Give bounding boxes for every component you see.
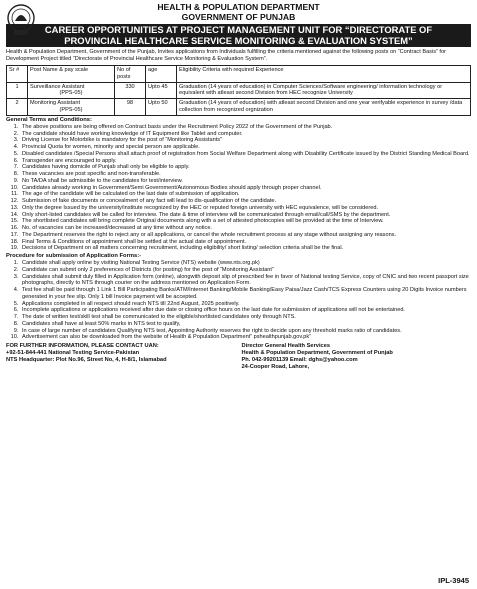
procedure-item: 3. Candidates shall submit duly filled in Application form (online), alongwith deposit slip of prescribed fee in favor of National testing Service, copy of CNIC and two recent passport size photographs, directly to NTS through courier on the address mentioned on Application Form. (20, 274, 471, 288)
table-header-row (7, 66, 471, 83)
cell-criteria: Graduation (14 years of education) in Computer Sciences/Software engineering/ information technology or equivalent with atleast second Division from HEC recognize University (177, 82, 471, 99)
dghs-phone-email: Ph. 042-99201139 Email: dghs@yahoo.com (241, 356, 358, 363)
general-term-item: 1. The above positions are being offered on Contract basis under the Recruitment Policy 2022 of the Government of the Punjab. (20, 124, 471, 131)
cell-sr: 2 (7, 99, 28, 116)
cell-post (28, 82, 115, 99)
procedure-item: 6. Incomplete applications or applications received after due date or closing office hours on the last date for submission of applications will not be entertained. (20, 307, 471, 314)
procedure-item: 1. Candidate shall apply online by visiting National Testing Service (NTS) website (www.nts.org.pk) (20, 260, 471, 267)
procedure-title: Procedure for submission of Application Forms:- (6, 253, 142, 260)
department-title: HEALTH & POPULATION DEPARTMENT (157, 2, 320, 12)
nts-contact (6, 343, 236, 371)
general-terms-list (6, 124, 471, 252)
procedure-list (6, 260, 471, 341)
general-term-item: 19. Decisions of Department on all matters concerning recruitment, including eligibility/ short listing/ selection criteria shall be the final. (20, 245, 471, 252)
ipl-code: IPL-3945 (438, 576, 469, 585)
procedure-item: 10. Advertisement can also be downloaded from the website of Health & Population Department” pshealthpunjab.gov.pk” (20, 334, 471, 341)
procedure-item: 7. The date of written test/skill test shall be communicated to the eligible/shortlisted candidates only through NTS. (20, 314, 471, 321)
career-banner (6, 24, 471, 47)
dghs-contact (236, 343, 472, 371)
general-term-item: 4. Provincial Quota for women, minority and special person are applicable. (20, 144, 471, 151)
procedure-item: 2. Candidate can submit only 2 preferences of Districts (for posting) for the post of “Monitoring Assistant” (20, 267, 471, 274)
cell-post (28, 99, 115, 116)
banner-line-2: PROVINCIAL HEALTHCARE SERVICE MONITORING & EVALUATION SYSTEM” (64, 34, 413, 46)
header-sr: Sr # (7, 66, 28, 83)
procedure-item: 5. Applications completed in all respect should reach NTS till 22nd August, 2025 positively. (20, 301, 471, 308)
header-eligibility: Eligibility Criteria with required Experience (177, 66, 471, 83)
general-term-item: 17. The Department reserves the right to reject any or all applications, or cancel the whole recruitment process at any stage without assigning any reasons. (20, 232, 471, 239)
post-scale: (PPS-05) (59, 106, 83, 113)
general-term-item: 9. No TA/DA shall be admissible to the candidates for test/interview. (20, 178, 471, 185)
intro-paragraph: Health & Population Department, Government of the Punjab, Invites applications from Individuals fulfilling the criteria mentioned against the following posts on “Contract Basis” for Development Project titled “Directorate of Provincial Healthcare Service Monitoring & Evaluation System”. (6, 49, 446, 62)
contact-footer (6, 343, 471, 371)
general-term-item: 6. Transgender are encouraged to apply. (20, 158, 471, 165)
general-term-item: 16. No. of vacancies can be increased/decreased at any time without any notice. (20, 225, 471, 232)
general-term-item: 5. Disabled candidates /Special Persons shall attach proof of registration from Social Welfare Department along with Disability Certificate issued by the District Standing Medical Board. (20, 151, 471, 158)
header-age: age (146, 66, 177, 83)
general-term-item: 11. The age of the candidate will be calculated on the last date of submission of application. (20, 191, 471, 198)
dghs-address: 24-Cooper Road, Lahore, (241, 363, 310, 370)
cell-age: Upto 50 (146, 99, 177, 116)
table-row (7, 82, 471, 99)
general-term-item: 8. These vacancies are post specific and non-transferable. (20, 171, 471, 178)
banner-line-1: CAREER OPPORTUNITIES AT PROJECT MANAGEMENT UNIT FOR “DIRECTORATE OF (44, 24, 433, 35)
dghs-title: Director General Health Services (241, 343, 331, 350)
post-name: Surveillance Assistant (30, 83, 85, 90)
general-term-item: 13. Only the degree Issued by the university/institute recognized by the HEC or reputed foreign university with HEC equivalence, will be considered. (20, 205, 471, 212)
general-term-item: 18. Final Terms & Conditions of appointment shall be settled at the actual date of appointment. (20, 239, 471, 246)
nts-address: NTS Headquarter: Plot No.96, Street No, 4, H-8/1, Islamabad (6, 356, 167, 363)
punjab-government-logo (6, 3, 36, 37)
general-term-item: 3. Driving License for Motorbike is mandatory for the post of “Monitoring Assistants” (20, 137, 471, 144)
cell-sr: 1 (7, 82, 28, 99)
cell-posts: 98 (115, 99, 146, 116)
general-term-item: 10. Candidates already working in Government/Semi Government/Autonomous Bodies should apply through proper channel. (20, 185, 471, 192)
general-term-item: 14. Only short-listed candidates will be called for interview. The date & time of interview will be communicated through email/call/SMS by the department. (20, 212, 471, 219)
government-title: GOVERNMENT OF PUNJAB (181, 12, 296, 22)
dghs-department: Health & Population Department, Government of Punjab (241, 349, 393, 356)
general-term-item: 2. The candidate should have working knowledge of IT Equipment like Tablet and computer. (20, 131, 471, 138)
cell-criteria: Graduation (14 years of education) with atleast second Division and one year verifyable experience in survey /data collection from recognized orgnization (177, 99, 471, 116)
procedure-item: 8. Candidates shall have at least 50% marks in NTS test to qualify, (20, 321, 471, 328)
header-no-of-posts: No of posts (115, 66, 146, 83)
general-terms-title: General Terms and Conditions: (6, 116, 92, 123)
general-term-item: 7. Candidates having domicile of Punjab shall only be eligible to apply. (20, 164, 471, 171)
general-term-item: 15. The shortlisted candidates will bring complete Original documents along with a set of attested photocopies will be provided at the time of Interview. (20, 218, 471, 225)
cell-posts: 330 (115, 82, 146, 99)
header-post: Post Name & pay scale (28, 66, 115, 83)
post-scale: (PPS-05) (59, 90, 83, 97)
nts-phone: +92-51-844-441 National Testing Service-Pakistan (6, 349, 140, 356)
procedure-item: 9. In case of large number of candidates Qualifying NTS test, Appointing Authority reserves the right to decide upon any threshold marks ratio of candidates. (20, 328, 471, 335)
cell-age: Upto 45 (146, 82, 177, 99)
nts-contact-heading: FOR FURTHER INFORMATION, PLEASE CONTACT UAN: (6, 343, 159, 350)
post-name: Monitoring Assistant (30, 100, 81, 107)
table-row (7, 99, 471, 116)
general-term-item: 12. Submission of fake documents or concealment of any fact will lead to dis-qualification of the candidate. (20, 198, 471, 205)
posts-table (6, 65, 471, 116)
procedure-item: 4. Test fee shall be paid through 1 Link 1 Bill Participating Banks/ATM/Internet Banking/Mobile Banking/Easy Paisa/Jazz Cash/TCS Express Counters using 20 Digits Invoice numbers generated in your fee slip. Only 1 bill Invoice payment will be accepted. (20, 287, 471, 301)
